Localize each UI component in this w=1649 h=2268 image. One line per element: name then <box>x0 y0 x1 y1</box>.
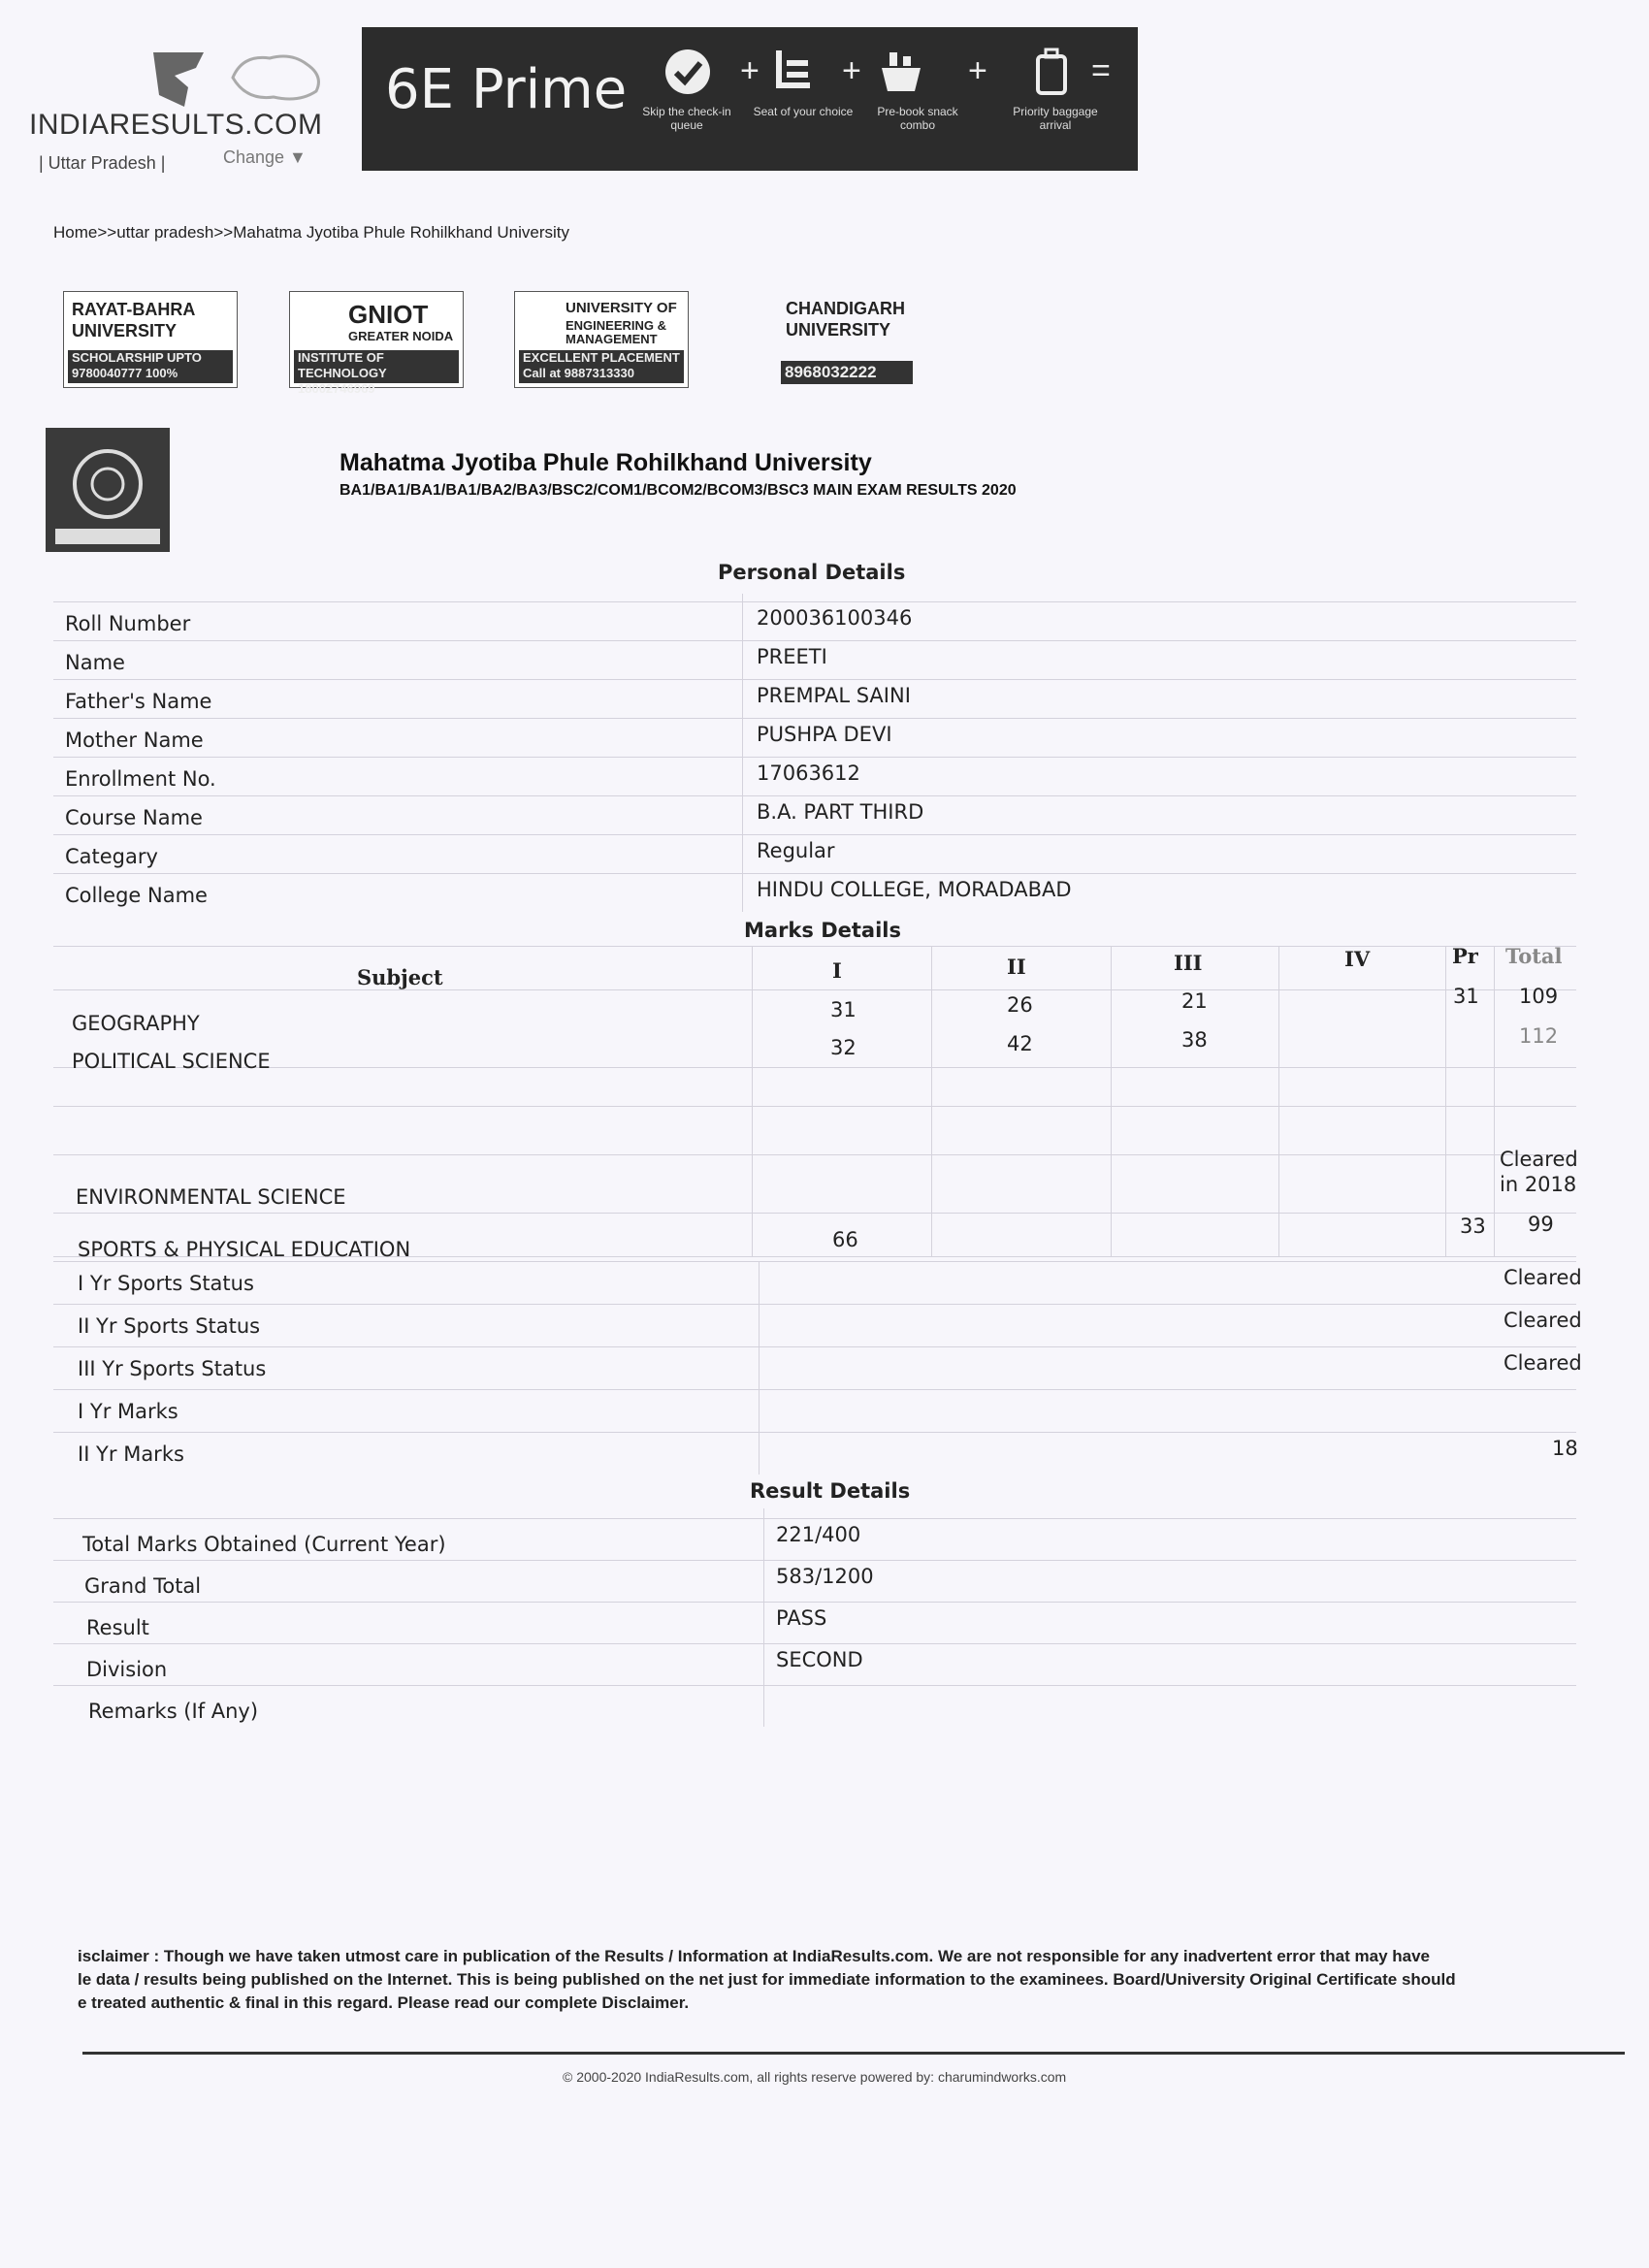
subject-name: ENVIRONMENTAL SCIENCE <box>76 1185 346 1209</box>
ad-rayat-bahra[interactable] <box>63 291 238 388</box>
status-row: II Yr Marks 18 <box>53 1432 1576 1472</box>
banner-feature-2: Seat of your choice <box>753 105 854 118</box>
ad-bar: SCHOLARSHIP UPTO 9780040777 100% <box>68 350 233 383</box>
seat-icon <box>769 47 820 97</box>
ad-line-1: CHANDIGARH <box>786 299 905 318</box>
result-details-heading: Result Details <box>750 1479 911 1503</box>
ad-line-1: GNIOT <box>348 300 429 329</box>
disclaimer-line-3: e treated authentic & final in this regard. Please read our complete Disclaimer. <box>78 1993 690 2012</box>
ad-line-1: RAYAT-BAHRA <box>72 300 196 319</box>
marks-rule <box>53 989 1576 991</box>
mark-iii: 21 <box>1181 989 1208 1013</box>
marks-rule <box>53 1106 1576 1108</box>
col-total: Total <box>1505 944 1563 968</box>
col-subject: Subject <box>357 965 443 989</box>
ad-phone: 8968032222 <box>781 361 913 384</box>
marks-details-heading: Marks Details <box>744 919 901 942</box>
plus-sign: + <box>842 52 861 89</box>
subject-name: SPORTS & PHYSICAL EDUCATION <box>78 1238 411 1261</box>
ad-line-2: UNIVERSITY <box>72 321 178 340</box>
personal-row: College Name HINDU COLLEGE, MORADABAD <box>53 873 1576 913</box>
personal-row: Categary Regular <box>53 834 1576 874</box>
result-row: Division SECOND <box>53 1643 1576 1683</box>
university-seal-logo <box>46 428 170 552</box>
ad-line-1: UNIVERSITY OF <box>566 300 677 316</box>
mark-ii: 26 <box>1007 993 1033 1017</box>
mark-i: 31 <box>830 998 857 1021</box>
col-pr: Pr <box>1452 944 1478 968</box>
result-row: Grand Total 583/1200 <box>53 1560 1576 1600</box>
ad-gniot[interactable] <box>289 291 464 396</box>
ad-uem[interactable] <box>514 291 689 388</box>
marks-rule <box>53 1213 1576 1215</box>
footer-copyright: © 2000-2020 IndiaResults.com, all rights reserve powered by: charumindworks.com <box>563 2069 1067 2085</box>
personal-row: Name PREETI <box>53 640 1576 680</box>
mark-total: Cleared in 2018 <box>1500 1148 1578 1196</box>
result-row: Result PASS <box>53 1602 1576 1641</box>
change-state-link[interactable]: Change ▼ <box>223 147 307 167</box>
exam-title: BA1/BA1/BA1/BA1/BA2/BA3/BSC2/COM1/BCOM2/BCOM3/BSC3 MAIN EXAM RESULTS 2020 <box>340 482 1017 499</box>
plus-sign: + <box>740 52 760 89</box>
subject-name: POLITICAL SCIENCE <box>72 1050 271 1073</box>
mark-pr: 31 <box>1453 985 1479 1008</box>
ad-chandigarh-university[interactable] <box>742 291 917 388</box>
university-name: Mahatma Jyotiba Phule Rohilkhand University <box>340 449 872 476</box>
banner-title: 6E Prime <box>385 58 628 121</box>
equals-sign: = <box>1091 52 1111 89</box>
ad-line-2: ENGINEERING & MANAGEMENT <box>566 318 667 346</box>
subject-name: GEOGRAPHY <box>72 1012 200 1035</box>
baggage-icon <box>1026 47 1077 97</box>
status-row: II Yr Sports Status Cleared <box>53 1304 1576 1344</box>
col-iv: IV <box>1344 947 1371 971</box>
flag-icon <box>146 49 213 116</box>
banner-feature-3: Pre-book snack combo <box>877 105 958 132</box>
banner-feature-1: Skip the check-in queue <box>642 105 731 132</box>
disclaimer <box>78 1945 1630 2015</box>
snack-icon <box>876 47 926 97</box>
marks-rule <box>53 1067 1576 1069</box>
ad-bar: INSTITUTE OF TECHNOLOGY 18002746969 <box>294 350 459 383</box>
indiaresults-logo[interactable] <box>29 49 349 184</box>
mark-iii: 38 <box>1181 1028 1208 1052</box>
india-map-icon <box>223 49 330 107</box>
ad-line-2: GREATER NOIDA <box>348 329 454 343</box>
mark-total: 109 <box>1519 985 1559 1008</box>
mark-total: 112 <box>1519 1024 1559 1048</box>
status-row: III Yr Sports Status Cleared <box>53 1346 1576 1386</box>
status-row: I Yr Marks <box>53 1389 1576 1429</box>
col-ii: II <box>1007 955 1026 979</box>
brand-name: INDIARESULTS.COM <box>29 109 323 141</box>
disclaimer-line-1: isclaimer : Though we have taken utmost care in publication of the Results / Information at IndiaResults.com. We are not responsible for any inadvertent error that may have <box>78 1947 1430 1965</box>
personal-row: Course Name B.A. PART THIRD <box>53 795 1576 835</box>
col-iii: III <box>1174 951 1203 975</box>
ad-line-2: UNIVERSITY <box>786 320 891 340</box>
disclaimer-line-2: le data / results being published on the Internet. This is being published on the net just for immediate information to the examinees. Board/University Original Certificate should <box>78 1970 1456 1989</box>
breadcrumb[interactable]: Home>>uttar pradesh>>Mahatma Jyotiba Phule Rohilkhand University <box>53 223 570 242</box>
mark-ii: 42 <box>1007 1032 1033 1055</box>
status-row: I Yr Sports Status Cleared <box>53 1261 1576 1301</box>
mark-pr: 33 <box>1460 1215 1486 1238</box>
plus-sign: + <box>968 52 987 89</box>
mark-total: 99 <box>1528 1213 1554 1236</box>
personal-details-heading: Personal Details <box>718 561 906 584</box>
footer-divider <box>82 2052 1625 2055</box>
result-row: Remarks (If Any) <box>53 1685 1576 1725</box>
check-icon <box>663 47 713 97</box>
personal-row: Roll Number 200036100346 <box>53 601 1576 641</box>
personal-row: Mother Name PUSHPA DEVI <box>53 718 1576 758</box>
result-row: Total Marks Obtained (Current Year) 221/400 <box>53 1518 1576 1558</box>
mark-i: 66 <box>832 1228 858 1251</box>
mark-i: 32 <box>830 1036 857 1059</box>
state-label: | Uttar Pradesh | <box>39 153 166 173</box>
personal-row: Enrollment No. 17063612 <box>53 757 1576 796</box>
ad-banner-6e-prime[interactable] <box>362 27 1138 171</box>
banner-feature-4: Priority baggage arrival <box>1013 105 1098 132</box>
col-i: I <box>832 958 842 983</box>
ad-bar: EXCELLENT PLACEMENT Call at 9887313330 <box>519 350 684 383</box>
personal-row: Father's Name PREMPAL SAINI <box>53 679 1576 719</box>
marks-rule <box>53 1154 1576 1156</box>
